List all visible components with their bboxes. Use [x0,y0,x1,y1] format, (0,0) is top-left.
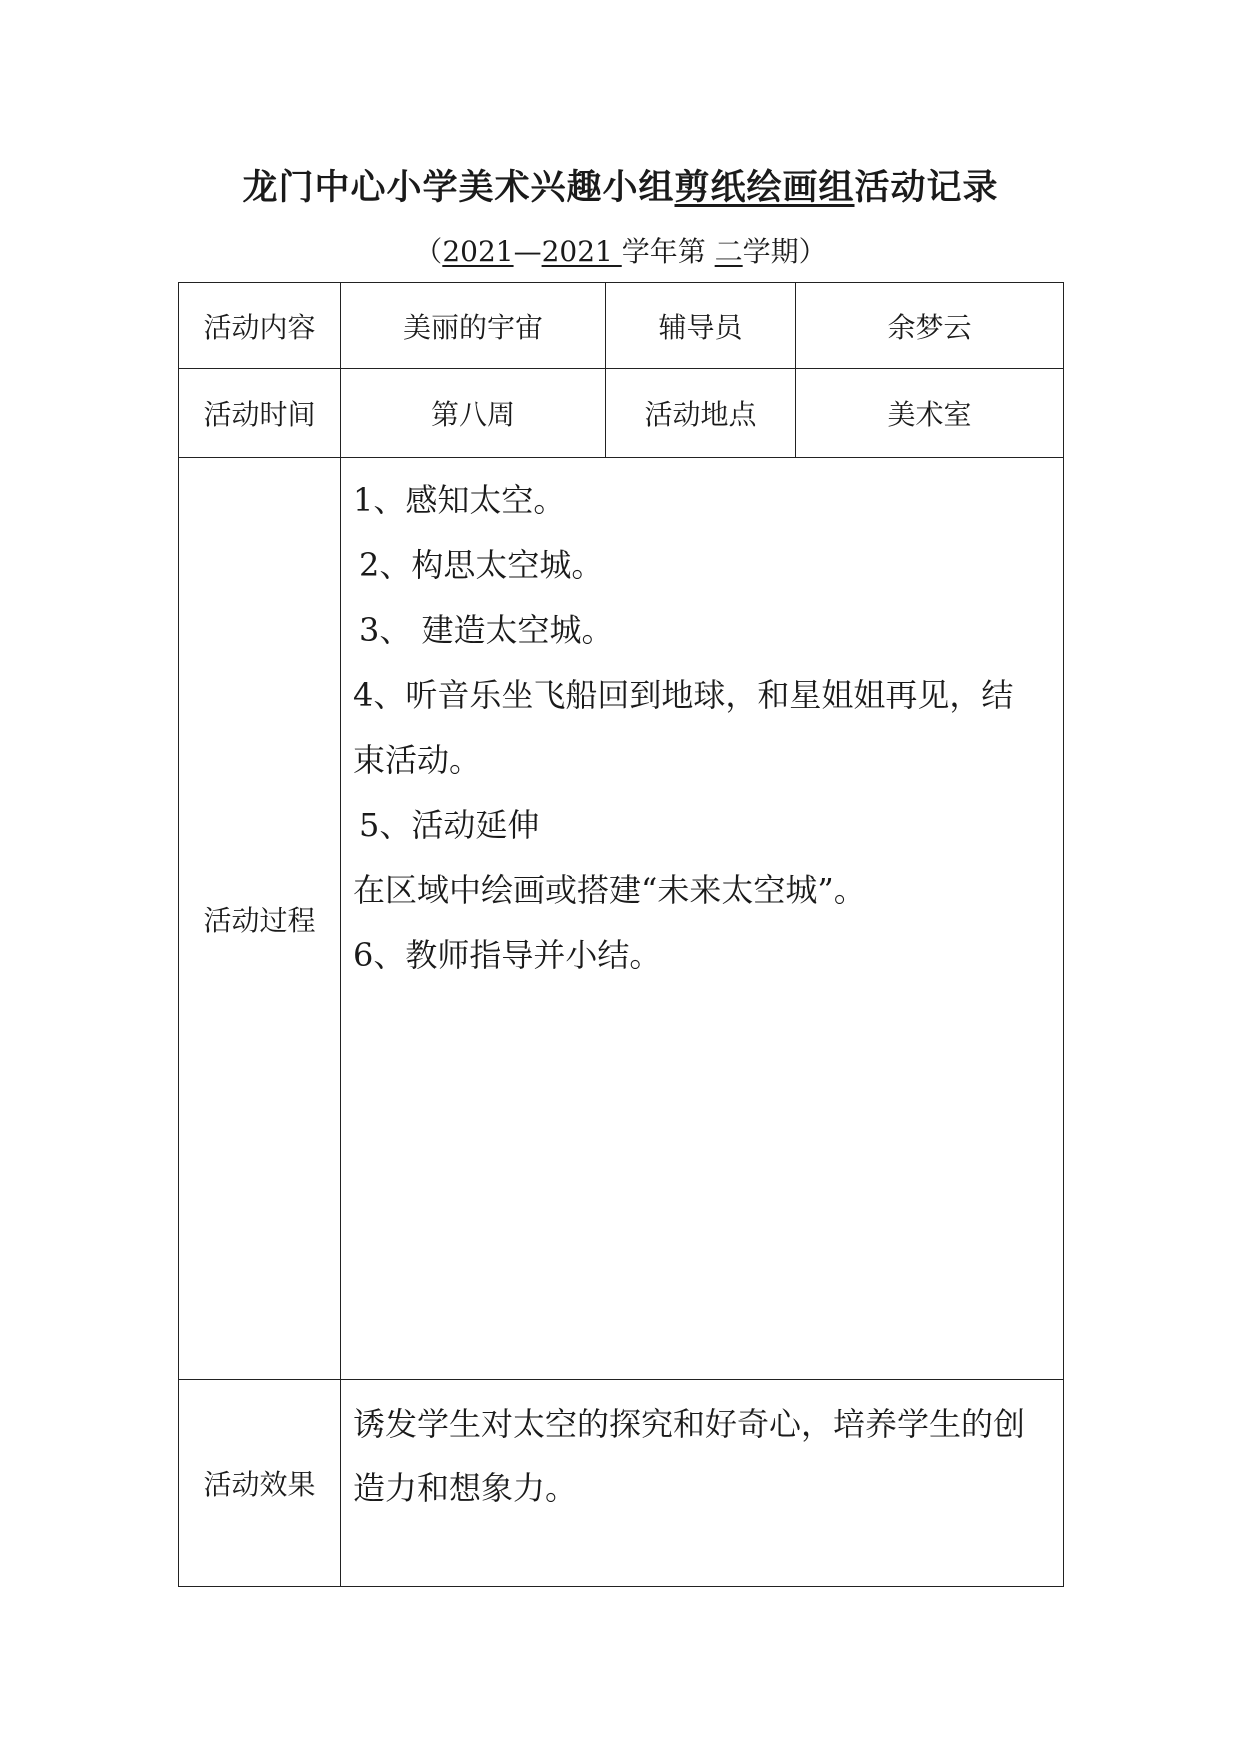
activity-record-table [178,282,1064,1587]
title-group-name: 剪纸绘画组 [674,168,855,208]
process-line: 在区域中绘画或搭建“未来太空城”。 [353,871,866,909]
subtitle-mid: 学年第 [621,235,715,268]
label-instructor: 辅导员 [606,283,796,369]
activity-content-value: 美丽的宇宙 [341,283,606,369]
process-line: 2、构思太空城。 [359,546,604,584]
year-start: 2021 [442,235,514,268]
process-line: 6、教师指导并小结。 [353,936,662,974]
label-activity-process: 活动过程 [179,458,341,1380]
table-row [179,369,1064,458]
process-line: 束活动。 [353,741,482,779]
instructor-value: 余梦云 [796,283,1064,369]
activity-place-value: 美术室 [796,369,1064,458]
year-end: 2021 [541,235,622,268]
label-activity-content: 活动内容 [179,283,341,369]
title-prefix: 龙门中心小学美术兴趣小组 [242,168,675,208]
subtitle-end: 学期） [742,235,827,268]
subtitle-open: （ [414,235,443,268]
page-title [0,160,1241,210]
process-line: 4、听音乐坐飞船回到地球，和星姐姐再见，结 [353,676,1014,714]
process-line: 3、 建造太空城。 [359,611,614,649]
activity-process-content [341,458,1064,1380]
label-activity-effect: 活动效果 [179,1380,341,1587]
year-dash: — [513,235,542,268]
process-line: 5、活动延伸 [359,806,540,844]
label-activity-place: 活动地点 [606,369,796,458]
activity-effect-content: 诱发学生对太空的探究和好奇心，培养学生的创造力和想象力。 [341,1380,1064,1587]
term-number: 二 [714,235,743,268]
label-activity-time: 活动时间 [179,369,341,458]
title-suffix: 活动记录 [854,168,999,208]
school-year-line [0,230,1241,270]
activity-time-value: 第八周 [341,369,606,458]
table-row [179,1380,1064,1587]
table-row [179,458,1064,1380]
table-row [179,283,1064,369]
process-line: 1、感知太空。 [353,481,566,519]
